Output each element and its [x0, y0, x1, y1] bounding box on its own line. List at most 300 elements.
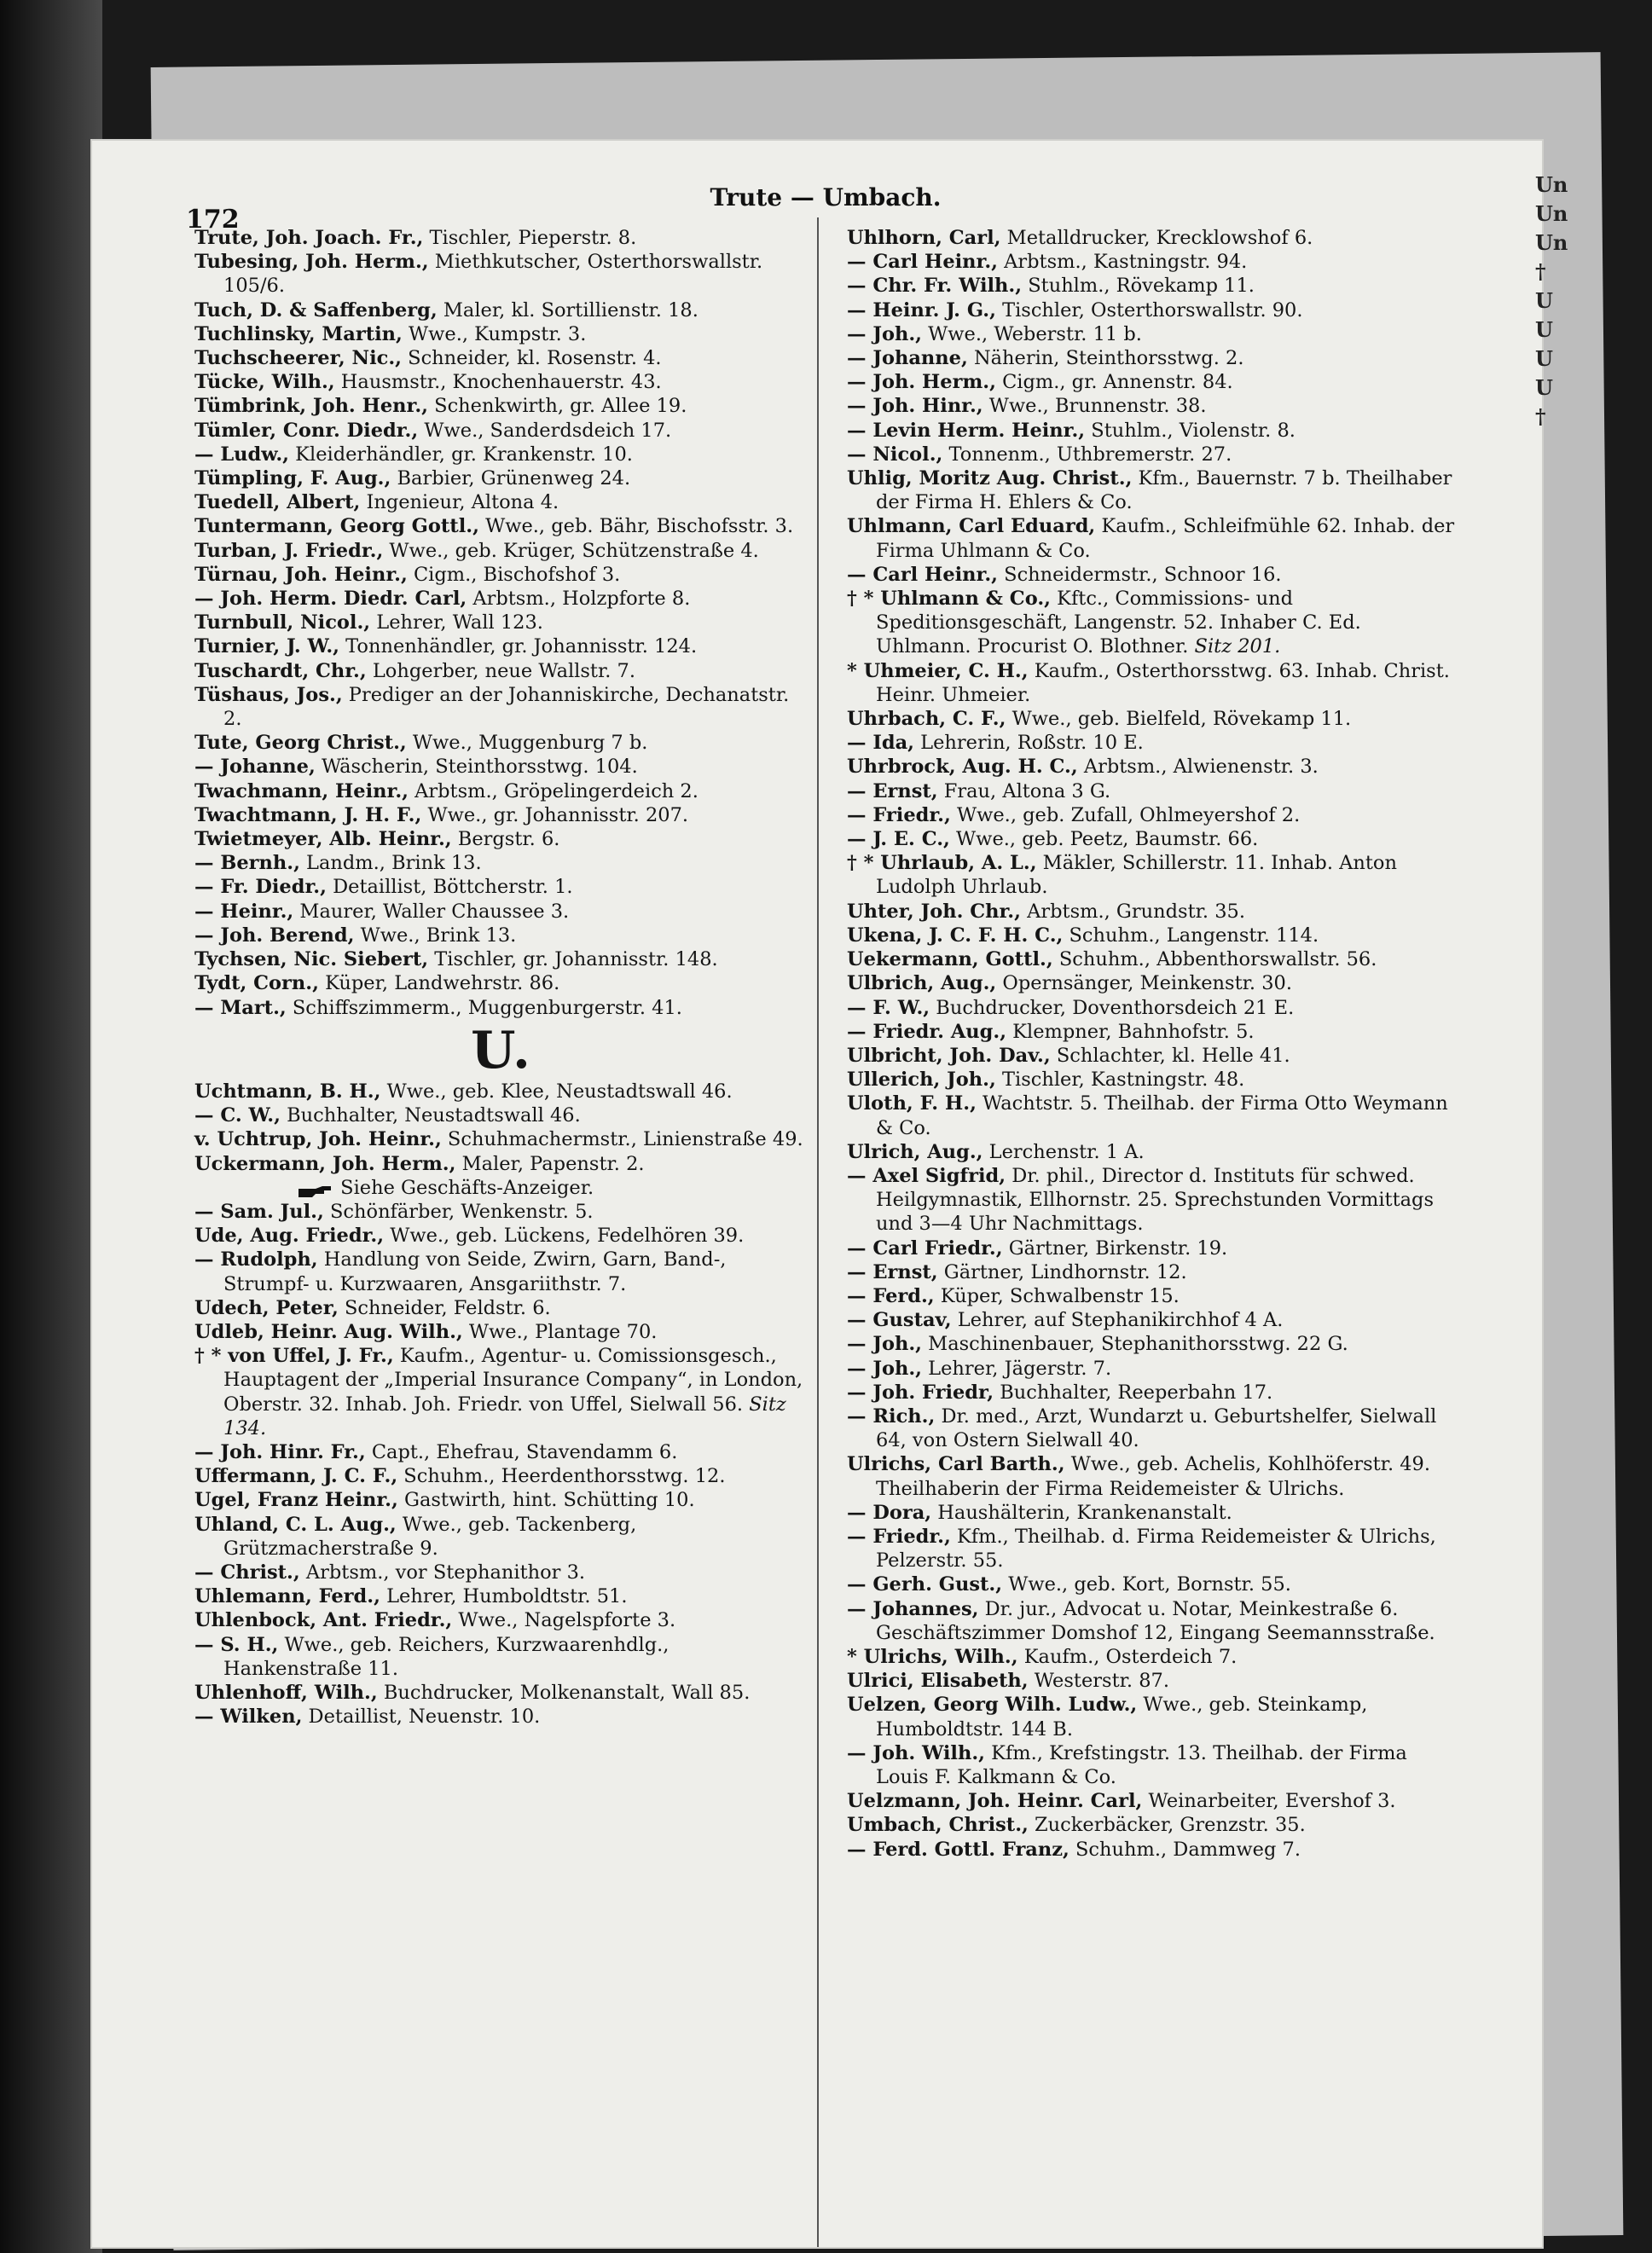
entry-name: Ulbricht, Joh. Dav.,: [847, 1044, 1051, 1067]
entry-name: Tuntermann, Georg Gottl.,: [194, 515, 479, 538]
entry-name: Twachtmann, J. H. F.,: [194, 803, 422, 826]
directory-entry: [194, 996, 809, 1020]
entry-details: Miethkutscher, Osterthorswallstr. 105/6.: [223, 251, 763, 298]
directory-entry: [194, 490, 809, 514]
directory-entry: [194, 587, 809, 611]
directory-entry: [847, 1452, 1461, 1500]
entry-details: Maurer, Waller Chaussee 3.: [293, 900, 570, 923]
entry-details: Wwe., geb. Kort, Bornstr. 55.: [1002, 1573, 1291, 1596]
entry-details: Maschinenbauer, Stephanithorsstwg. 22 G.: [922, 1333, 1348, 1356]
entry-name: — Carl Heinr.,: [847, 251, 998, 274]
directory-entry: [847, 1092, 1461, 1139]
entry-name: Udech, Peter,: [194, 1296, 339, 1319]
page-number: 172: [186, 205, 240, 235]
directory-entry: [194, 875, 809, 899]
directory-entry: [194, 634, 809, 658]
directory-entry: [194, 1103, 809, 1127]
entry-details: Kfm., Theilhab. d. Firma Reidemeister & Ulrichs, Pelzerstr. 55.: [876, 1525, 1436, 1572]
directory-entry: [847, 947, 1461, 971]
directory-entry: [194, 394, 809, 418]
directory-entry: [194, 900, 809, 924]
entry-details: Dr. phil., Director d. Instituts für schwed. Heilgymnastik, Ellhornstr. 25. Sprechstunden Vormittags und 3—4 Uhr Nachmittags.: [876, 1164, 1434, 1236]
entry-details: Wwe., Weberstr. 11 b.: [922, 322, 1142, 345]
directory-entry: [847, 1381, 1461, 1405]
entry-name: — Carl Friedr.,: [847, 1237, 1003, 1260]
directory-entry: [847, 226, 1461, 250]
entry-name: — J. E. C.,: [847, 828, 950, 851]
entry-details: Gärtner, Lindhornstr. 12.: [937, 1260, 1187, 1283]
entry-details: Arbtsm., Alwienenstr. 3.: [1077, 756, 1319, 779]
directory-entry: [847, 1838, 1461, 1862]
entry-name: — Nicol.,: [847, 443, 943, 466]
directory-entry: [194, 1320, 809, 1344]
entry-name: — Joh. Herm.,: [847, 371, 996, 394]
entry-name: — Ernst,: [847, 779, 938, 802]
directory-entry: [194, 803, 809, 827]
entry-details: Kaufm., Agentur- u. Comissionsgesch., Hauptagent der „Imperial Insurance Company“, in London, Oberstr. 32. Inhab. Joh. Friedr. von Uffel, Sielwall 56.: [223, 1345, 803, 1416]
entry-seat-number: Sitz 201.: [1194, 635, 1281, 658]
directory-entry: [194, 1224, 809, 1248]
facing-page-fragment: Un: [1535, 201, 1568, 226]
entry-details: Metalldrucker, Krecklowshof 6.: [1000, 227, 1313, 249]
entry-name: Tuedell, Albert,: [194, 491, 361, 514]
directory-entry: [847, 1044, 1461, 1068]
entry-details: Näherin, Steinthorsstwg. 2.: [967, 347, 1244, 370]
entry-details: Bergstr. 6.: [451, 828, 560, 851]
entry-details: Gärtner, Birkenstr. 19.: [1002, 1237, 1228, 1260]
letter-heading: U.: [471, 1020, 532, 1080]
column-divider: [817, 217, 819, 2247]
entry-details: Buchhalter, Reeperbahn 17.: [994, 1381, 1273, 1404]
directory-entry: [194, 298, 809, 322]
directory-entry: [847, 419, 1461, 443]
directory-entry: [847, 755, 1461, 779]
entry-details: Wwe., Nagelspforte 3.: [452, 1609, 676, 1632]
running-head: Trute — Umbach.: [710, 183, 942, 211]
entry-details: Wwe., geb. Lückens, Fedelhören 39.: [384, 1225, 745, 1248]
entry-name: Tümbrink, Joh. Henr.,: [194, 395, 428, 418]
entry-details: Lehrer, Jägerstr. 7.: [922, 1357, 1112, 1380]
directory-entry: [847, 707, 1461, 731]
directory-entry: [194, 1248, 809, 1295]
entry-details: Barbier, Grünenweg 24.: [391, 467, 631, 490]
directory-entry: [847, 1405, 1461, 1452]
entry-name: Tuschardt, Chr.,: [194, 659, 367, 682]
entry-name: Uhlenhoff, Wilh.,: [194, 1681, 378, 1704]
entry-name: † * von Uffel, J. Fr.,: [194, 1345, 394, 1368]
entry-name: Uhter, Joh. Chr.,: [847, 900, 1021, 923]
directory-entry: [194, 1176, 809, 1200]
entry-name: — Johannes,: [847, 1597, 979, 1620]
entry-name: Uhlemann, Ferd.,: [194, 1585, 380, 1608]
directory-entry: [847, 443, 1461, 466]
entry-details: Kaufm., Osterthorsstwg. 63. Inhab. Christ. Heinr. Uhmeier.: [876, 659, 1450, 706]
entry-name: — Sam. Jul.,: [194, 1200, 324, 1223]
entry-details: Klempner, Bahnhofstr. 5.: [1006, 1020, 1255, 1043]
directory-entry: [194, 1705, 809, 1729]
directory-entry: [847, 1645, 1461, 1669]
entry-name: — Gerh. Gust.,: [847, 1573, 1003, 1596]
entry-details: Schenkwirth, gr. Allee 19.: [428, 395, 687, 418]
entry-name: Uchtmann, B. H.,: [194, 1080, 381, 1103]
entry-details: Schuhm., Langenstr. 114.: [1063, 924, 1319, 947]
entry-name: — Johanne,: [847, 347, 968, 370]
directory-entry: [847, 1140, 1461, 1164]
entry-details: Schuhm., Heerdenthorsstwg. 12.: [397, 1465, 726, 1488]
directory-entry: [194, 1513, 809, 1561]
entry-name: — Ferd.,: [847, 1284, 935, 1307]
directory-entry: [847, 851, 1461, 899]
directory-entry: [847, 1020, 1461, 1044]
entry-details: Schuhm., Abbenthorswallstr. 56.: [1052, 948, 1377, 971]
entry-details: Lerchenstr. 1 A.: [983, 1140, 1145, 1163]
entry-details: Handlung von Seide, Zwirn, Garn, Band-, Strumpf- u. Kurzwaaren, Ansgariithstr. 7.: [223, 1248, 727, 1295]
entry-details: Tonnenhändler, gr. Johannisstr. 124.: [339, 635, 698, 658]
entry-name: — Joh. Wilh.,: [847, 1741, 986, 1764]
entry-name: Ulrici, Elisabeth,: [847, 1670, 1029, 1693]
directory-entry: [847, 803, 1461, 827]
entry-name: Twietmeyer, Alb. Heinr.,: [194, 828, 452, 851]
directory-entry: [194, 827, 809, 851]
directory-entry: [847, 587, 1461, 659]
entry-details: Ingenieur, Altona 4.: [360, 491, 559, 514]
directory-entry: [194, 611, 809, 634]
entry-name: v. Uchtrup, Joh. Heinr.,: [194, 1128, 442, 1151]
entry-details: Haushälterin, Krankenanstalt.: [931, 1501, 1232, 1524]
entry-name: † * Uhlmann & Co.,: [847, 588, 1051, 611]
entry-details: Schiffszimmerm., Muggenburgerstr. 41.: [286, 996, 682, 1019]
entry-details: Tischler, Kastningstr. 48.: [995, 1069, 1245, 1092]
directory-entry: [847, 1597, 1461, 1645]
entry-name: Udleb, Heinr. Aug. Wilh.,: [194, 1320, 463, 1343]
entry-name: Trute, Joh. Joach. Fr.,: [194, 227, 424, 249]
entry-details: Arbtsm., Grundstr. 35.: [1020, 900, 1245, 923]
entry-name: — Joh.,: [847, 1333, 923, 1356]
right-column: [847, 226, 1461, 1862]
entry-details: Capt., Ehefrau, Stavendamm 6.: [365, 1440, 678, 1463]
entry-name: Turnier, J. W.,: [194, 635, 339, 658]
directory-entry: [847, 1693, 1461, 1740]
entry-name: Turnbull, Nicol.,: [194, 611, 371, 634]
book-binding-edge: [0, 0, 102, 2253]
entry-name: Türnau, Joh. Heinr.,: [194, 563, 408, 586]
entry-name: Tuchlinsky, Martin,: [194, 322, 403, 345]
entry-seat-number: Sitz 134.: [223, 1393, 786, 1439]
entry-name: Uekermann, Gottl.,: [847, 948, 1053, 971]
directory-entry: [194, 1681, 809, 1705]
entry-details: Arbtsm., vor Stephanithor 3.: [299, 1561, 586, 1584]
entry-name: — Rich.,: [847, 1405, 936, 1428]
directory-entry: [847, 971, 1461, 995]
entry-name: — Joh.,: [847, 1357, 923, 1380]
directory-entry: [194, 755, 809, 779]
entry-details: Schneider, Feldstr. 6.: [338, 1296, 551, 1319]
entry-details: Wwe., geb. Tackenberg, Grützmacherstraße 9.: [223, 1513, 637, 1560]
directory-entry: [847, 1164, 1461, 1237]
directory-entry: [847, 900, 1461, 924]
entry-name: — Levin Herm. Heinr.,: [847, 419, 1086, 442]
entry-details: Wwe., Kumpstr. 3.: [402, 322, 587, 345]
directory-entry: [194, 346, 809, 370]
directory-entry: [847, 1741, 1461, 1789]
entry-name: Uffermann, J. C. F.,: [194, 1465, 398, 1488]
entry-details: Cigm., Bischofshof 3.: [407, 563, 621, 586]
entry-name: — Heinr. J. G.,: [847, 298, 996, 321]
directory-entry: [194, 1633, 809, 1681]
left-t-entries: [194, 226, 809, 1020]
entry-details: Buchdrucker, Doventhorsdeich 21 E.: [930, 996, 1295, 1019]
entry-name: Ulbrich, Aug.,: [847, 972, 997, 995]
entry-details: Westerstr. 87.: [1028, 1670, 1169, 1693]
entry-name: Uhlig, Moritz Aug. Christ.,: [847, 467, 1133, 490]
entry-details: Schuhmachermstr., Linienstraße 49.: [441, 1128, 803, 1151]
entry-details: Dr. jur., Advocat u. Notar, Meinkestraße 6. Geschäftszimmer Domshof 12, Eingang Seemannsstraße.: [876, 1597, 1435, 1644]
directory-entry: [847, 996, 1461, 1020]
entry-name: Uhlhorn, Carl,: [847, 227, 1001, 249]
entry-details: Kfm., Krefstingstr. 13. Theilhab. der Firma Louis F. Kalkmann & Co.: [876, 1741, 1407, 1788]
entry-name: — Ernst,: [847, 1260, 938, 1283]
entry-name: Umbach, Christ.,: [847, 1814, 1029, 1837]
directory-entry: [847, 346, 1461, 370]
entry-name: — Ida,: [847, 732, 915, 755]
directory-entry: [847, 1308, 1461, 1332]
directory-entry: [847, 1237, 1461, 1260]
directory-entry: [194, 971, 809, 995]
directory-entry: [847, 827, 1461, 851]
entry-name: Tücke, Wilh.,: [194, 371, 335, 394]
directory-entry: [847, 924, 1461, 947]
entry-name: Ukena, J. C. F. H. C.,: [847, 924, 1064, 947]
entry-details: Wwe., geb. Krüger, Schützenstraße 4.: [383, 539, 759, 562]
directory-entry: [847, 563, 1461, 587]
entry-name: Uelzmann, Joh. Heinr. Carl,: [847, 1790, 1143, 1813]
entry-name: — Joh.,: [847, 322, 923, 345]
entry-name: Tüshaus, Jos.,: [194, 683, 343, 706]
entry-details: Wwe., geb. Steinkamp, Humboldtstr. 144 B.: [876, 1694, 1368, 1740]
entry-name: † * Uhrlaub, A. L.,: [847, 852, 1037, 875]
entry-details: Kleiderhändler, gr. Krankenstr. 10.: [289, 443, 633, 466]
pointing-hand-icon: [297, 1181, 334, 1196]
entry-details: Detaillist, Neuenstr. 10.: [302, 1706, 541, 1729]
entry-details: Prediger an der Johanniskirche, Dechanatstr. 2.: [223, 683, 790, 731]
directory-entry: [847, 1813, 1461, 1837]
facing-page-fragment: U: [1535, 288, 1553, 313]
entry-name: — Chr. Fr. Wilh.,: [847, 275, 1023, 298]
directory-entry: [847, 274, 1461, 298]
directory-entry: [847, 1068, 1461, 1092]
directory-entry: [847, 514, 1461, 562]
directory-entry: [847, 466, 1461, 514]
entry-details: Lehrer, Humboldtstr. 51.: [380, 1585, 628, 1608]
directory-entry: [194, 1296, 809, 1320]
directory-entry: [847, 250, 1461, 274]
entry-name: Uhrbach, C. F.,: [847, 708, 1006, 731]
entry-details: Cigm., gr. Annenstr. 84.: [995, 371, 1233, 394]
entry-name: Ugel, Franz Heinr.,: [194, 1489, 398, 1512]
entry-details: Arbtsm., Gröpelingerdeich 2.: [408, 779, 698, 802]
entry-details: Siehe Geschäfts-Anzeiger.: [340, 1176, 594, 1199]
entry-details: Wwe., Brunnenstr. 38.: [983, 395, 1207, 418]
entry-details: Zuckerbäcker, Grenzstr. 35.: [1028, 1814, 1306, 1837]
directory-entry: [194, 322, 809, 346]
facing-page-fragment: U: [1535, 317, 1553, 342]
entry-details: Tischler, Osterthorswallstr. 90.: [995, 298, 1303, 321]
directory-entry: [194, 1561, 809, 1584]
entry-details: Wwe., Sanderdsdeich 17.: [418, 419, 672, 442]
directory-entry: [194, 250, 809, 298]
entry-name: — Wilken,: [194, 1706, 303, 1729]
entry-details: Buchdrucker, Molkenanstalt, Wall 85.: [377, 1681, 751, 1704]
entry-details: Küper, Schwalbenstr 15.: [934, 1284, 1180, 1307]
directory-entry: [194, 1488, 809, 1512]
entry-details: Tischler, gr. Johannisstr. 148.: [428, 948, 718, 971]
entry-name: — F. W.,: [847, 996, 930, 1019]
entry-details: Lehrerin, Roßstr. 10 E.: [914, 732, 1144, 755]
directory-entry: [194, 731, 809, 755]
directory-entry: [847, 1332, 1461, 1356]
entry-details: Wwe., geb. Klee, Neustadtswall 46.: [380, 1080, 733, 1103]
entry-name: Uckermann, Joh. Herm.,: [194, 1152, 456, 1175]
entry-details: Schneider, kl. Rosenstr. 4.: [402, 347, 662, 370]
directory-entry: [194, 851, 809, 875]
entry-details: Schönfärber, Wenkenstr. 5.: [323, 1200, 594, 1223]
entry-name: Ulrich, Aug.,: [847, 1140, 983, 1163]
entry-details: Wwe., geb. Peetz, Baumstr. 66.: [949, 828, 1259, 851]
entry-name: — Carl Heinr.,: [847, 563, 998, 586]
entry-name: Turban, J. Friedr.,: [194, 539, 384, 562]
left-u-entries: [194, 1080, 809, 1729]
entry-details: Schlachter, kl. Helle 41.: [1050, 1044, 1290, 1067]
entry-name: * Ulrichs, Wilh.,: [847, 1645, 1018, 1668]
entry-name: — Joh. Friedr,: [847, 1381, 994, 1404]
entry-details: Frau, Altona 3 G.: [937, 779, 1111, 802]
entry-details: Gastwirth, hint. Schütting 10.: [397, 1489, 695, 1512]
directory-entry: [194, 466, 809, 490]
directory-entry: [194, 1080, 809, 1103]
directory-entry: [194, 514, 809, 538]
entry-details: Wäscherin, Steinthorsstwg. 104.: [315, 756, 638, 779]
entry-details: Mäkler, Schillerstr. 11. Inhab. Anton Ludolph Uhrlaub.: [876, 852, 1397, 899]
entry-details: Landm., Brink 13.: [299, 852, 482, 875]
entry-name: — Joh. Hinr.,: [847, 395, 983, 418]
entry-details: Stuhlm., Violenstr. 8.: [1085, 419, 1296, 442]
entry-details: Wwe., geb. Reichers, Kurzwaarenhdlg., Hankenstraße 11.: [223, 1633, 669, 1680]
directory-entry: [847, 394, 1461, 418]
entry-details: Kaufm., Osterdeich 7.: [1017, 1645, 1238, 1668]
directory-entry: [194, 947, 809, 971]
directory-entry: [194, 563, 809, 587]
directory-entry: [194, 1127, 809, 1151]
entry-details: Wwe., geb. Achelis, Kohlhöferstr. 49. Theilhaberin der Firma Reidemeister & Ulrichs.: [876, 1453, 1431, 1500]
entry-name: Tubesing, Joh. Herm.,: [194, 251, 429, 274]
directory-entry: [847, 1260, 1461, 1284]
directory-entry: [194, 1152, 809, 1176]
entry-name: — Gustav,: [847, 1309, 952, 1332]
directory-entry: [847, 1284, 1461, 1308]
entry-name: — Joh. Herm. Diedr. Carl,: [194, 588, 467, 611]
facing-page-fragment: †: [1535, 404, 1546, 429]
entry-name: — Bernh.,: [194, 852, 300, 875]
entry-details: Wwe., Muggenburg 7 b.: [406, 732, 648, 755]
directory-entry: [194, 370, 809, 394]
directory-entry: [847, 1357, 1461, 1381]
entry-name: — Johanne,: [194, 756, 316, 779]
entry-name: Tute, Georg Christ.,: [194, 732, 407, 755]
directory-entry: [847, 1669, 1461, 1693]
entry-details: Hausmstr., Knochenhauerstr. 43.: [334, 371, 662, 394]
left-column: [194, 226, 809, 1729]
entry-name: — Rudolph,: [194, 1248, 318, 1271]
entry-name: Tümpling, F. Aug.,: [194, 467, 391, 490]
entry-name: Tuchscheerer, Nic.,: [194, 347, 402, 370]
entry-details: Wwe., Plantage 70.: [462, 1320, 658, 1343]
facing-page-fragment: †: [1535, 259, 1546, 284]
entry-name: — Fr. Diedr.,: [194, 876, 327, 899]
directory-entry: [194, 443, 809, 466]
entry-details: Stuhlm., Rövekamp 11.: [1022, 275, 1255, 298]
directory-page: [92, 141, 1542, 2247]
entry-details: Wwe., geb. Zufall, Ohlmeyershof 2.: [950, 803, 1301, 826]
directory-entry: [194, 683, 809, 731]
entry-details: Küper, Landwehrstr. 86.: [318, 972, 560, 995]
directory-entry: [847, 298, 1461, 322]
entry-name: — Joh. Hinr. Fr.,: [194, 1440, 366, 1463]
entry-details: Wwe., geb. Bähr, Bischofsstr. 3.: [478, 515, 794, 538]
directory-entry: [194, 779, 809, 803]
entry-details: Arbtsm., Kastningstr. 94.: [998, 251, 1248, 274]
entry-details: Maler, Papenstr. 2.: [455, 1152, 645, 1175]
directory-entry: [194, 659, 809, 683]
entry-name: Ullerich, Joh.,: [847, 1069, 996, 1092]
entry-name: — Christ.,: [194, 1561, 300, 1584]
entry-details: Schuhm., Dammweg 7.: [1069, 1838, 1301, 1861]
facing-page-fragment: U: [1535, 346, 1553, 371]
entry-details: Tischler, Pieperstr. 8.: [423, 227, 637, 249]
entry-details: Detaillist, Böttcherstr. 1.: [326, 876, 573, 899]
directory-entry: [194, 1608, 809, 1632]
entry-details: Buchhalter, Neustadtswall 46.: [280, 1104, 581, 1127]
directory-entry: [194, 226, 809, 250]
entry-details: Lohgerber, neue Wallstr. 7.: [366, 659, 636, 682]
entry-details: Kfm., Bauernstr. 7 b. Theilhaber der Firma H. Ehlers & Co.: [876, 467, 1452, 514]
directory-entry: [847, 659, 1461, 707]
directory-entry: [194, 1464, 809, 1488]
entry-details: Lehrer, auf Stephanikirchhof 4 A.: [951, 1309, 1284, 1332]
entry-name: — Friedr.,: [847, 803, 951, 826]
entry-name: Tuch, D. & Saffenberg,: [194, 298, 438, 321]
entry-name: — Dora,: [847, 1501, 932, 1524]
entry-name: — Ferd. Gottl. Franz,: [847, 1838, 1069, 1861]
entry-name: Ude, Aug. Friedr.,: [194, 1225, 385, 1248]
entry-name: — Heinr.,: [194, 900, 294, 923]
entry-details: Maler, kl. Sortillienstr. 18.: [437, 298, 698, 321]
directory-entry: [194, 1200, 809, 1224]
entry-name: * Uhmeier, C. H.,: [847, 659, 1029, 682]
entry-details: Opernsänger, Meinkenstr. 30.: [996, 972, 1293, 995]
directory-entry: [847, 322, 1461, 346]
entry-name: — S. H.,: [194, 1633, 279, 1656]
entry-name: — Axel Sigfrid,: [847, 1164, 1006, 1187]
entry-name: Tychsen, Nic. Siebert,: [194, 948, 429, 971]
entry-details: Wachtstr. 5. Theilhab. der Firma Otto Weymann & Co.: [876, 1092, 1448, 1139]
entry-details: Lehrer, Wall 123.: [370, 611, 543, 634]
entry-details: Kftc., Commissions- und Speditionsgeschäft, Langenstr. 52. Inhaber C. Ed. Uhlmann. Procurist O. Blothner.: [876, 588, 1361, 658]
entry-details: Kaufm., Schleifmühle 62. Inhab. der Firma Uhlmann & Co.: [876, 515, 1455, 562]
entry-name: — Friedr.,: [847, 1525, 951, 1548]
directory-entry: [847, 1789, 1461, 1813]
entry-name: Tümler, Conr. Diedr.,: [194, 419, 419, 442]
entry-name: Uhlmann, Carl Eduard,: [847, 515, 1096, 538]
